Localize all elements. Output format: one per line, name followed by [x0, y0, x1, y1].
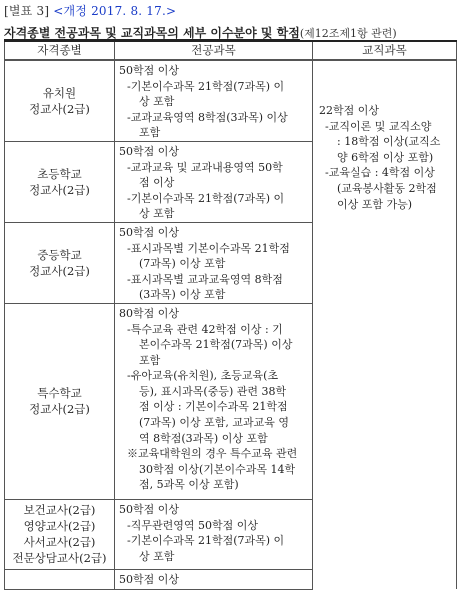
teaching-requirements-cell	[313, 60, 457, 589]
major-requirement-line: 점, 5과목 이상 포함)	[139, 478, 239, 492]
qualification-cell	[5, 222, 115, 303]
table-title-main: 자격종별 전공과목 및 교직과목의 세부 이수분야 및 학점	[4, 26, 300, 40]
qualification-cell	[5, 303, 115, 499]
teaching-requirement-line: -교직이론 및 교직소양	[325, 119, 432, 133]
major-requirements-cell	[115, 499, 313, 569]
qualification-cell	[5, 141, 115, 222]
qualification-line: 전문상담교사(2급)	[12, 551, 107, 566]
teaching-requirement-line: 22학점 이상	[319, 104, 379, 117]
teaching-requirement-line: : 18학점 이상(교직소	[337, 135, 441, 149]
teaching-requirement-line: 이상 포함 가능)	[337, 197, 413, 211]
major-requirement-line: 50학점 이상	[119, 572, 179, 586]
qualification-line: 초등학교	[37, 166, 82, 181]
major-requirement-line: 등), 표시과목(중등) 관련 38학	[139, 384, 287, 398]
qualification-cell	[5, 569, 115, 589]
qualification-cell	[5, 60, 115, 141]
major-requirement-line: 상 포함	[139, 549, 175, 563]
table-row	[5, 60, 457, 141]
major-requirement-line: 본이수과목 21학점(7과목) 이상	[139, 338, 293, 352]
qualification-line: 특수학교	[37, 386, 82, 401]
qualification-line: 사서교사(2급)	[23, 535, 96, 550]
major-requirement-line: -표시과목별 기본이수과목 21학점	[127, 241, 290, 255]
major-requirements-cell	[115, 141, 313, 222]
appendix-header	[4, 2, 176, 19]
table-header-row	[5, 41, 457, 60]
major-requirement-line: (3과목) 이상 포함	[139, 288, 226, 302]
table-title-sub: (제12조제1항 관련)	[299, 27, 397, 40]
qualification-cell	[5, 499, 115, 569]
major-requirements-cell	[115, 222, 313, 303]
major-requirement-line: -유아교육(유치원), 초등교육(초	[127, 369, 279, 383]
major-requirement-line: -교과교육 및 교과내용영역 50학	[127, 160, 283, 174]
major-requirement-line: -표시과목별 교과교육영역 8학점	[127, 272, 283, 286]
major-requirement-line: 역 8학점(3과목) 이상 포함	[139, 431, 268, 445]
major-requirement-line: 80학점 이상	[119, 306, 179, 320]
qualification-line: 중등학교	[37, 247, 82, 262]
major-requirement-line: -기본이수과목 21학점(7과목) 이	[127, 191, 285, 205]
teaching-requirement-line: 양 6학점 이상 포함)	[337, 150, 434, 164]
qualification-line: 정교사(2급)	[29, 182, 90, 197]
qualification-line: 정교사(2급)	[29, 101, 90, 116]
major-requirement-line: 점 이상 : 기본이수과목 21학점	[139, 400, 288, 414]
major-requirement-line: ※교육대학원의 경우 특수교육 관련	[127, 447, 298, 461]
qualification-line: 정교사(2급)	[29, 402, 90, 417]
major-requirement-line: 50학점 이상	[119, 225, 179, 239]
major-requirement-line: 30학점 이상(기본이수과목 14학	[139, 462, 296, 476]
revision-date: <개정 2017. 8. 17.>	[53, 4, 177, 18]
major-requirement-line: 50학점 이상	[119, 502, 179, 516]
major-requirement-line: 점 이상	[139, 176, 175, 190]
major-requirement-line: 상 포함	[139, 207, 175, 221]
major-requirements-cell	[115, 569, 313, 589]
requirements-table	[4, 40, 457, 590]
major-requirement-line: 50학점 이상	[119, 64, 179, 77]
qualification-line: 유치원	[42, 85, 77, 100]
major-requirement-line: (7과목) 이상 포함, 교과교육 영	[139, 416, 289, 430]
major-requirement-line: 50학점 이상	[119, 144, 179, 158]
major-requirement-line: -직무관련영역 50학점 이상	[127, 518, 258, 532]
major-requirement-line: 포함	[139, 126, 161, 140]
major-requirement-line: 포함	[139, 353, 161, 367]
column-header-teaching: 교직과목	[313, 41, 457, 60]
major-requirement-line: -기본이수과목 21학점(7과목) 이	[127, 79, 285, 93]
qualification-line: 정교사(2급)	[29, 263, 90, 278]
major-requirement-line: -기본이수과목 21학점(7과목) 이	[127, 534, 285, 548]
major-requirements-cell	[115, 60, 313, 141]
major-requirement-line: 상 포함	[139, 95, 175, 109]
column-header-qualification: 자격종별	[5, 41, 115, 60]
qualification-line: 영양교사(2급)	[23, 519, 96, 534]
qualification-line: 보건교사(2급)	[23, 503, 96, 518]
table-body	[5, 60, 457, 589]
major-requirements-cell	[115, 303, 313, 499]
teaching-requirement-line: -교육실습 : 4학점 이상	[325, 166, 435, 180]
table-title	[4, 24, 397, 41]
major-requirement-line: (7과목) 이상 포함	[139, 257, 226, 271]
appendix-tag: [별표 3]	[4, 4, 50, 18]
major-requirement-line: -교과교육영역 8학점(3과목) 이상	[127, 110, 288, 124]
major-requirement-line: -특수교육 관련 42학점 이상 : 기	[127, 322, 283, 336]
teaching-requirement-line: (교육봉사활동 2학점	[337, 181, 437, 195]
column-header-major: 전공과목	[115, 41, 313, 60]
